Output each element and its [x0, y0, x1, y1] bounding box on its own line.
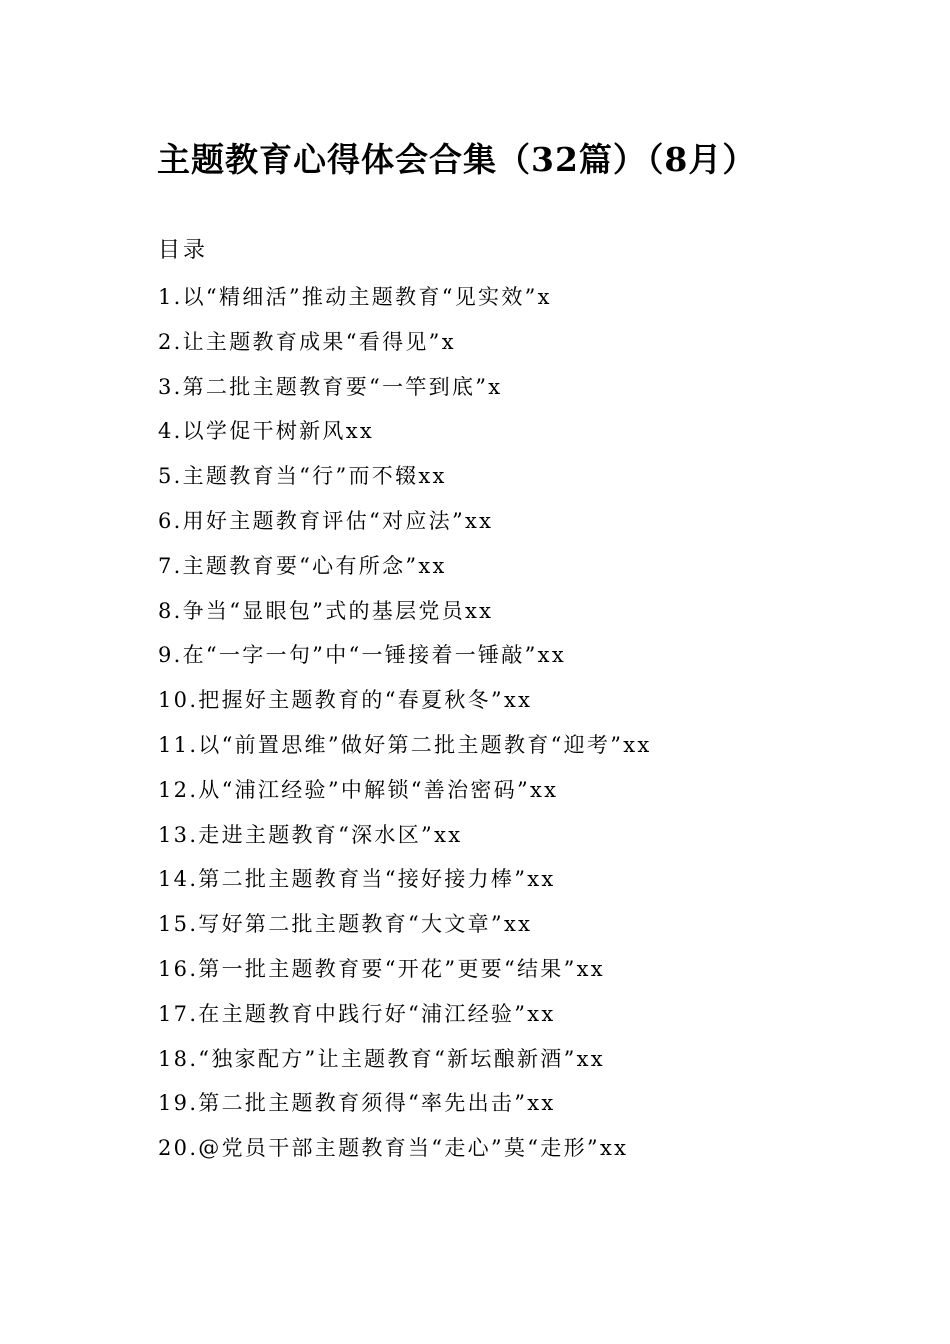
toc-item: 5.主题教育当“行”而不辍xx [158, 464, 447, 489]
toc-item: 14.第二批主题教育当“接好接力棒”xx [158, 867, 556, 892]
toc-item: 20.@党员干部主题教育当“走心”莫“走形”xx [158, 1136, 629, 1161]
toc-item: 8.争当“显眼包”式的基层党员xx [158, 598, 494, 623]
toc-item: 2.让主题教育成果“看得见”x [158, 329, 456, 354]
toc-item: 4.以学促干树新风xx [158, 419, 375, 444]
toc-item: 19.第二批主题教育须得“率先出击”xx [158, 1091, 556, 1116]
toc-item: 1.以“精细活”推动主题教育“见实效”x [158, 285, 552, 309]
document-title: 主题教育心得体会合集（32篇）（8月） [157, 140, 757, 179]
toc-item: 6.用好主题教育评估“对应法”xx [158, 508, 494, 533]
toc-item: 10.把握好主题教育的“春夏秋冬”xx [158, 688, 533, 713]
toc-item: 13.走进主题教育“深水区”xx [158, 822, 463, 847]
toc-item: 12.从“浦江经验”中解锁“善治密码”xx [158, 777, 559, 802]
toc-item: 9.在“一字一句”中“一锤接着一锤敲”xx [158, 643, 566, 668]
toc-item: 3.第二批主题教育要“一竿到底”x [158, 374, 503, 399]
table-of-contents [158, 280, 652, 1176]
toc-item: 16.第一批主题教育要“开花”更要“结果”xx [158, 956, 605, 981]
toc-item: 11.以“前置思维”做好第二批主题教育“迎考”xx [158, 732, 652, 757]
toc-item: 17.在主题教育中践行好“浦江经验”xx [158, 1001, 556, 1026]
toc-item: 15.写好第二批主题教育“大文章”xx [158, 912, 533, 937]
toc-item: 7.主题教育要“心有所念”xx [158, 553, 447, 578]
toc-heading: 目录 [158, 238, 209, 263]
toc-item: 18.“独家配方”让主题教育“新坛酿新酒”xx [158, 1046, 605, 1071]
